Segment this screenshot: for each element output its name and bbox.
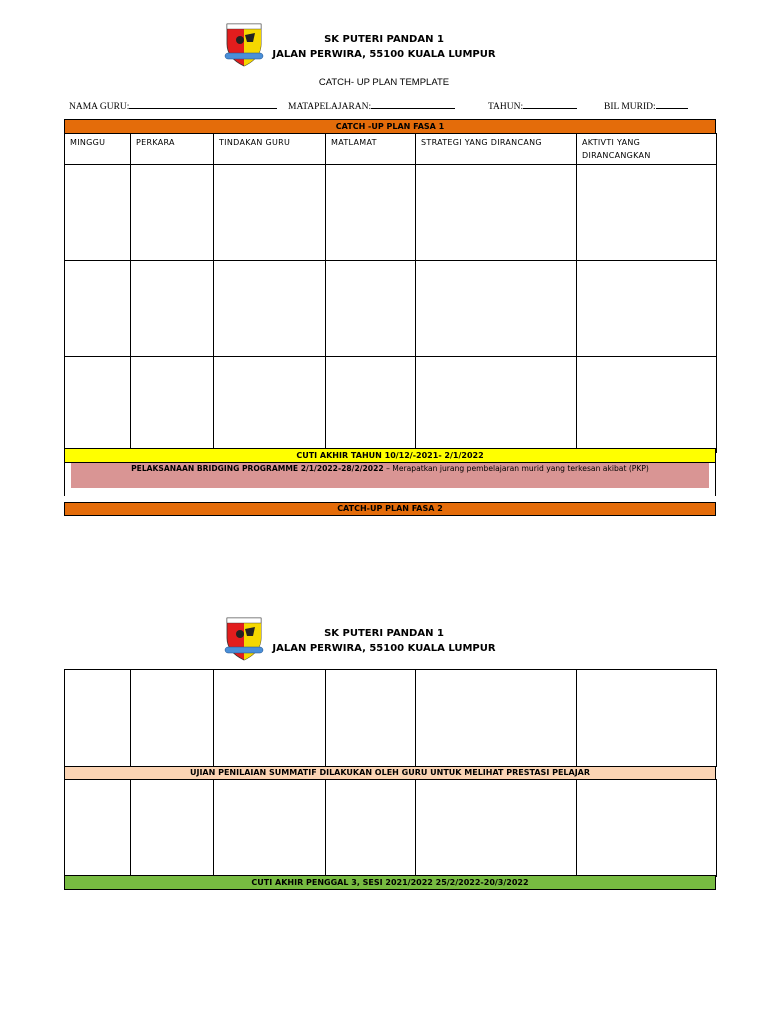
column-header: MATLAMAT <box>326 134 416 165</box>
school-name: SK PUTERI PANDAN 1 <box>324 628 444 639</box>
column-header: STRATEGI YANG DIRANCANG <box>416 134 577 165</box>
table-cell[interactable] <box>65 165 131 261</box>
table-row <box>65 357 717 453</box>
cuti-akhir-penggal-banner: CUTI AKHIR PENGGAL 3, SESI 2021/2022 25/2/2022-20/3/2022 <box>64 875 716 890</box>
table-cell[interactable] <box>416 165 577 261</box>
matapelajaran-field[interactable]: MATAPELAJARAN: <box>288 99 455 112</box>
table-cell[interactable] <box>65 261 131 357</box>
fasa1-table <box>64 133 717 453</box>
fasa2-table-top <box>64 669 717 767</box>
table-cell[interactable] <box>214 670 326 767</box>
tahun-field[interactable]: TAHUN: <box>488 99 577 112</box>
table-cell[interactable] <box>577 780 717 877</box>
table-cell[interactable] <box>416 357 577 453</box>
table-cell[interactable] <box>577 261 717 357</box>
table-cell[interactable] <box>214 780 326 877</box>
bridging-programme-box <box>64 462 716 496</box>
table-cell[interactable] <box>326 670 416 767</box>
bridging-programme-banner: PELAKSANAAN BRIDGING PROGRAMME 2/1/2022-28/2/2022 – Merapatkan jurang pembelajaran murid yang terkesan akibat (PKP) <box>71 463 709 488</box>
table-cell[interactable] <box>65 670 131 767</box>
table-cell[interactable] <box>131 670 214 767</box>
table-cell[interactable] <box>577 357 717 453</box>
table-row <box>65 780 717 877</box>
fasa2-table-bottom <box>64 779 717 877</box>
table-cell[interactable] <box>131 780 214 877</box>
table-cell[interactable] <box>416 780 577 877</box>
table-cell[interactable] <box>577 670 717 767</box>
table-cell[interactable] <box>416 261 577 357</box>
table-row <box>65 165 717 261</box>
table-cell[interactable] <box>65 780 131 877</box>
table-row <box>65 670 717 767</box>
table-row <box>65 261 717 357</box>
table-cell[interactable] <box>214 357 326 453</box>
fasa2-banner: CATCH-UP PLAN FASA 2 <box>64 502 716 516</box>
fasa1-banner: CATCH -UP PLAN FASA 1 <box>64 119 716 134</box>
school-name: SK PUTERI PANDAN 1 <box>324 34 444 45</box>
column-header: MINGGU <box>65 134 131 165</box>
ujian-banner: UJIAN PENILAIAN SUMMATIF DILAKUKAN OLEH GURU UNTUK MELIHAT PRESTASI PELAJAR <box>64 766 716 780</box>
column-header: TINDAKAN GURU <box>214 134 326 165</box>
table-cell[interactable] <box>214 165 326 261</box>
table-cell[interactable] <box>65 357 131 453</box>
school-address: JALAN PERWIRA, 55100 KUALA LUMPUR <box>272 643 496 654</box>
column-header: PERKARA <box>131 134 214 165</box>
table-cell[interactable] <box>326 357 416 453</box>
table-cell[interactable] <box>131 357 214 453</box>
table-cell[interactable] <box>577 165 717 261</box>
cuti-akhir-tahun-banner: CUTI AKHIR TAHUN 10/12/-2021- 2/1/2022 <box>64 448 716 463</box>
table-cell[interactable] <box>416 670 577 767</box>
table-cell[interactable] <box>326 165 416 261</box>
bil-murid-field[interactable]: BIL MURID: <box>604 99 688 112</box>
nama-guru-field[interactable]: NAMA GURU: <box>69 99 277 112</box>
table-cell[interactable] <box>131 261 214 357</box>
table-cell[interactable] <box>214 261 326 357</box>
document-title: CATCH- UP PLAN TEMPLATE <box>318 77 450 88</box>
column-header: AKTIVTI YANG DIRANCANGKAN <box>577 134 717 165</box>
table-cell[interactable] <box>326 261 416 357</box>
school-address: JALAN PERWIRA, 55100 KUALA LUMPUR <box>272 49 496 60</box>
table-cell[interactable] <box>131 165 214 261</box>
table-cell[interactable] <box>326 780 416 877</box>
